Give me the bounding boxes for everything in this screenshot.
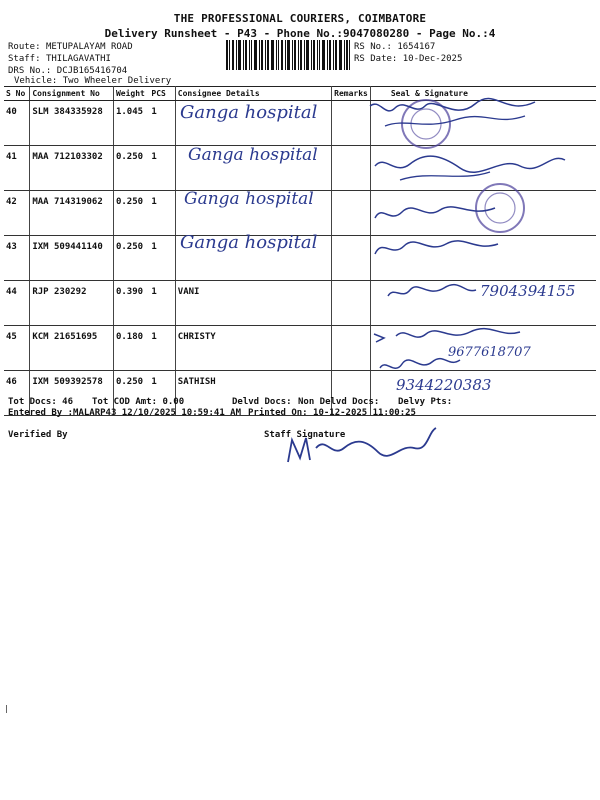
row-sno: 41 — [4, 146, 30, 191]
row-pcs: 1 — [149, 146, 175, 191]
handwritten-phone-44 — [384, 276, 584, 310]
route-value: METUPALAYAM ROAD — [45, 42, 133, 52]
verified-by-label: Verified By — [8, 430, 68, 440]
row-sno: 44 — [4, 281, 30, 326]
receiver-signature-42 — [370, 198, 510, 232]
row-consignment: IXM 509392578 — [30, 371, 114, 416]
handwritten-consignee-41 — [188, 140, 338, 174]
handwritten-consignee-40 — [180, 98, 330, 132]
row-consignment: IXM 509441140 — [30, 236, 114, 281]
receiver-signature-41 — [370, 146, 570, 190]
row-pcs: 1 — [149, 371, 175, 416]
col-pcs: PCS — [149, 87, 175, 101]
row-weight: 0.250 — [113, 191, 149, 236]
rs-number: RS No.: 1654167 — [354, 42, 436, 52]
row-pcs: 1 — [149, 236, 175, 281]
col-consignee: Consignee Details — [175, 87, 331, 101]
row-remarks — [332, 236, 371, 281]
drs-value: DCJB165416704 — [56, 66, 128, 76]
staff-signature-label: Staff Signature — [264, 430, 346, 440]
company-name: THE PROFESSIONAL COURIERS, COIMBATORE — [173, 12, 427, 25]
handwritten-consignee-43 — [180, 228, 330, 262]
row-consignment: RJP 230292 — [30, 281, 114, 326]
receiver-signature-43 — [370, 232, 510, 266]
total-docs: Tot Docs: 46 — [8, 397, 74, 407]
row-sno: 40 — [4, 101, 30, 146]
entered-by: Entered By :MALARP43 12/10/2025 10:59:41 AM — [8, 408, 241, 418]
staff-value: THILAGAVATHI — [45, 54, 111, 64]
printed-on: Printed On: 10-12-2025 11:00:25 — [248, 408, 416, 418]
row-weight: 0.250 — [113, 146, 149, 191]
row-sno: 46 — [4, 371, 30, 416]
row-consignee: CHRISTY — [175, 326, 331, 371]
row-consignment: MAA 714319062 — [30, 191, 114, 236]
row-remarks — [332, 281, 371, 326]
svg-text:Ganga hospital: Ganga hospital — [188, 145, 318, 165]
row-consignee: VANI — [175, 281, 331, 326]
row-pcs: 1 — [149, 191, 175, 236]
row-consignee: SATHISH — [175, 371, 331, 416]
svg-text:Ganga hospital: Ganga hospital — [180, 232, 318, 253]
route-label: Route: METUPALAYAM ROAD — [8, 42, 133, 52]
row-consignment: SLM 384335928 — [30, 101, 114, 146]
row-weight: 0.250 — [113, 371, 149, 416]
col-remarks: Remarks — [332, 87, 371, 101]
delivery-points: Delvy Pts: — [398, 397, 453, 407]
row-remarks — [332, 326, 371, 371]
runsheet-title: Delivery Runsheet - P43 - Phone No.:9047080280 - Page No.:4 — [104, 27, 496, 40]
row-consignment: KCM 21651695 — [30, 326, 114, 371]
row-weight: 1.045 — [113, 101, 149, 146]
row-sno: 45 — [4, 326, 30, 371]
col-sno: S No — [4, 87, 30, 101]
scan-mark — [6, 705, 7, 713]
svg-text:Ganga hospital: Ganga hospital — [184, 189, 314, 209]
svg-text:7904394155: 7904394155 — [480, 282, 576, 300]
vehicle-info: Vehicle: Two Wheeler Delivery — [14, 76, 172, 86]
barcode — [226, 40, 350, 70]
col-consignment: Consignment No — [30, 87, 114, 101]
col-weight: Weight — [113, 87, 149, 101]
svg-text:Ganga hospital: Ganga hospital — [180, 102, 318, 123]
receiver-signature-40 — [365, 96, 545, 140]
rs-date: RS Date: 10-Dec-2025 — [354, 54, 463, 64]
row-consignment: MAA 712103302 — [30, 146, 114, 191]
row-sno: 42 — [4, 191, 30, 236]
col-seal: Seal & Signature — [370, 87, 596, 101]
total-cod-amount: Tot COD Amt: 0.00 — [92, 397, 185, 407]
row-sno: 43 — [4, 236, 30, 281]
row-pcs: 1 — [149, 326, 175, 371]
non-delivered-docs: Non Delvd Docs: — [298, 397, 380, 407]
row-pcs: 1 — [149, 281, 175, 326]
svg-text:9677618707: 9677618707 — [448, 345, 531, 360]
svg-text:9344220383: 9344220383 — [396, 376, 492, 394]
row-weight: 0.180 — [113, 326, 149, 371]
row-remarks — [332, 191, 371, 236]
staff-signature — [282, 418, 442, 478]
handwritten-consignee-42 — [184, 184, 334, 218]
row-weight: 0.250 — [113, 236, 149, 281]
staff-label: Staff: THILAGAVATHI — [8, 54, 111, 64]
drs-label: DRS No.: DCJB165416704 — [8, 66, 128, 76]
delivered-docs: Delvd Docs: — [232, 397, 292, 407]
row-weight: 0.390 — [113, 281, 149, 326]
row-pcs: 1 — [149, 101, 175, 146]
